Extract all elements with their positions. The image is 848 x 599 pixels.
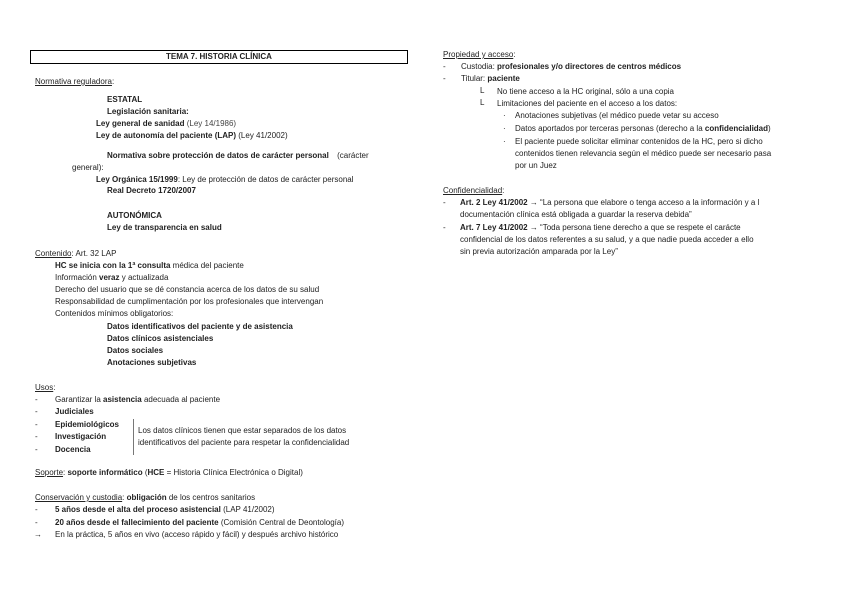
contenido-line-2: Información veraz y actualizada — [55, 273, 169, 282]
proteccion-datos: Normativa sobre protección de datos de carácter personal (carácter — [107, 151, 369, 160]
lo-15-1999: Ley Orgánica 15/1999: Ley de protección de datos de carácter personal — [96, 175, 354, 184]
ley-general: Ley general de sanidad (Ley 14/1986) — [96, 119, 237, 128]
propiedad-heading: Propiedad y acceso: — [443, 50, 516, 59]
limitacion-3a: El paciente puede solicitar eliminar contenidos de la HC, pero si dicho — [515, 137, 763, 146]
limitacion-1: Anotaciones subjetivas (el médico puede vetar su acceso — [515, 111, 719, 120]
usos-note-1: Los datos clínicos tienen que estar separados de los datos — [138, 426, 347, 435]
autonomica-label: AUTONÓMICA — [107, 211, 162, 220]
right-column — [443, 0, 809, 599]
art-2-line-2: documentación clínica está obligada a guardar la reserva debida” — [460, 210, 692, 219]
conservacion-2: 20 años desde el fallecimiento del paciente (Comisión Central de Deontología) — [55, 518, 345, 527]
minimo-2: Datos clínicos asistenciales — [107, 334, 214, 343]
art-7-line-1: Art. 7 Ley 41/2002 → “Toda persona tiene derecho a que se respete el caráctе — [460, 223, 741, 232]
dash-1: - — [35, 395, 38, 404]
estatal-label: ESTATAL — [107, 95, 143, 104]
conservacion-heading: Conservación y custodia: obligación de los centros sanitarios — [35, 493, 256, 502]
titular-line: Titular: paciente — [461, 74, 520, 83]
dash-2: - — [35, 407, 38, 416]
ley-autonomia: Ley de autonomía del paciente (LAP) (Ley 41/2002) — [96, 131, 288, 140]
contenido-line-4: Responsabilidad de cumplimentación por los profesionales que intervengan — [55, 297, 324, 306]
proteccion-general: general): — [72, 163, 104, 172]
contenido-line-5: Contenidos mínimos obligatorios: — [55, 309, 174, 318]
art-7-line-3: sin previa autorización amparada por la Ley” — [460, 247, 618, 256]
dash-4: - — [35, 432, 38, 441]
normativa-heading: Normativa reguladora: — [35, 77, 115, 86]
arrow-icon: → — [34, 530, 42, 539]
confidencialidad-heading: Confidencialidad: — [443, 186, 505, 195]
minimo-4: Anotaciones subjetivas — [107, 358, 197, 367]
dash-3: - — [35, 420, 38, 429]
titular-1: No tiene acceso a la HC original, sólo a una copia — [497, 87, 674, 96]
ley-transparencia: Ley de transparencia en salud — [107, 223, 222, 232]
usos-note-2: identificativos del paciente para respetar la confidencialidad — [138, 438, 350, 447]
corner-icon: L — [480, 86, 485, 95]
art-2-line-1: Art. 2 Ley 41/2002 → “La persona que elabore o tenga acceso a la información y a l — [460, 198, 760, 207]
titular-2: Limitaciones del paciente en el acceso a los datos: — [497, 99, 678, 108]
limitacion-2: Datos aportados por terceras personas (derecho a la confidencialidad) — [515, 124, 771, 133]
page-title: TEMA 7. HISTORIA CLÍNICA — [30, 50, 408, 64]
conservacion-3: En la práctica, 5 años en vivo (acceso rápido y fácil) y después archivo histórico — [55, 530, 339, 539]
limitacion-3b: contenidos tienen relevancia según el médico puede ser necesario pasa — [515, 149, 772, 158]
dash-5: - — [35, 445, 38, 454]
usos-heading: Usos: — [35, 383, 56, 392]
dot-icon: · — [503, 137, 506, 146]
soporte-line: Soporte: soporte informático (HCE = Historia Clínica Electrónica o Digital) — [35, 468, 303, 477]
uso-investigacion: Investigación — [55, 432, 107, 441]
contenido-line-3: Derecho del usuario que se dé constancia acerca de los datos de su salud — [55, 285, 320, 294]
dash-7: - — [35, 518, 38, 527]
uso-judiciales: Judiciales — [55, 407, 94, 416]
dash-11: - — [443, 223, 446, 232]
usos-bracket — [133, 419, 134, 455]
contenido-line-1: HC se inicia con la 1ª consulta médica del paciente — [55, 261, 244, 270]
dash-10: - — [443, 198, 446, 207]
dot-icon: · — [503, 111, 506, 120]
corner-icon: L — [480, 98, 485, 107]
real-decreto: Real Decreto 1720/2007 — [107, 186, 196, 195]
legislacion-label: Legislación sanitaria: — [107, 107, 189, 116]
custodia-line: Custodia: profesionales y/o directores de centros médicos — [461, 62, 682, 71]
uso-docencia: Docencia — [55, 445, 91, 454]
dash-8: - — [443, 62, 446, 71]
uso-epidemiologicos: Epidemiológicos — [55, 420, 120, 429]
limitacion-3c: por un Juez — [515, 161, 557, 170]
minimo-1: Datos identificativos del paciente y de asistencia — [107, 322, 293, 331]
uso-asistencia: Garantizar la asistencia adecuada al paciente — [55, 395, 221, 404]
conservacion-1: 5 años desde el alta del proceso asistencial (LAP 41/2002) — [55, 505, 275, 514]
contenido-heading: Contenido: Art. 32 LAP — [35, 249, 117, 258]
minimo-3: Datos sociales — [107, 346, 164, 355]
dash-6: - — [35, 505, 38, 514]
art-7-line-2: confidencial de los datos referentes a su salud, y a que nadie pueda acceder a ello — [460, 235, 754, 244]
dot-icon: · — [503, 124, 506, 133]
dash-9: - — [443, 74, 446, 83]
